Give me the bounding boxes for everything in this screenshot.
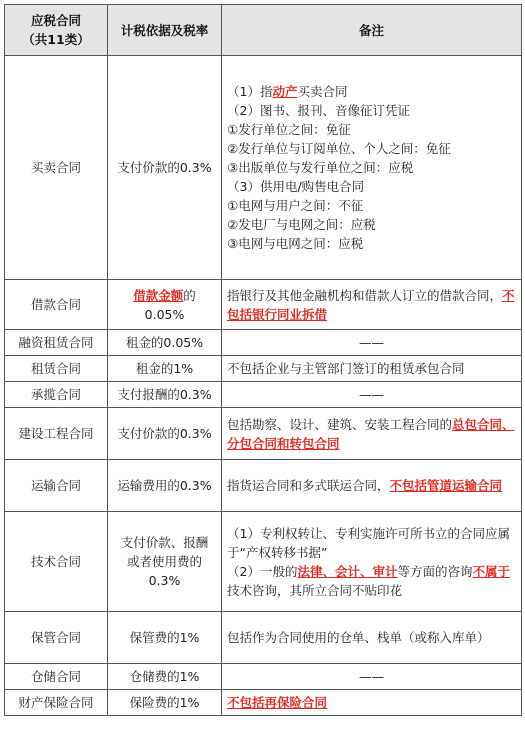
- remark: 指银行及其他金融机构和借款人订立的借款合同，不包括银行同业拆借: [222, 280, 522, 330]
- table-row: [5, 56, 522, 280]
- highlight-text: 总包合同、分包合同和转包合同: [227, 416, 515, 451]
- header-contract-type: 应税合同 （共11类）: [5, 5, 108, 56]
- tax-rate: 支付报酬的0.3%: [108, 382, 222, 408]
- contract-name: 融资租赁合同: [5, 330, 108, 356]
- remark: 包括作为合同使用的仓单、栈单（或称入库单）: [222, 612, 522, 664]
- table-row: [5, 512, 522, 612]
- tax-rate: 仓储费的1%: [108, 664, 222, 690]
- highlight-text: 法律、会计、审计: [297, 563, 398, 579]
- contract-name: 仓储合同: [5, 664, 108, 690]
- table-row: [5, 280, 522, 330]
- contract-name: 保管合同: [5, 612, 108, 664]
- tax-rate: 保管费的1%: [108, 612, 222, 664]
- table-row: [5, 612, 522, 664]
- header-remarks: 备注: [222, 5, 522, 56]
- tax-rate: 支付价款的0.3%: [108, 408, 222, 460]
- contract-name: 借款合同: [5, 280, 108, 330]
- tax-rate: 保险费的1%: [108, 690, 222, 716]
- remark: ——: [222, 382, 522, 408]
- table-row: [5, 382, 522, 408]
- contract-name: 运输合同: [5, 460, 108, 512]
- highlight-text: 不包括管道运输合同: [389, 478, 503, 493]
- table-row: [5, 460, 522, 512]
- contract-name: 财产保险合同: [5, 690, 108, 716]
- table-row: [5, 408, 522, 460]
- tax-rate: 租金的0.05%: [108, 330, 222, 356]
- highlight-text: 不属于: [472, 563, 510, 579]
- highlight-text: 借款金额: [133, 287, 184, 303]
- highlight-text: 不包括再保险合同: [227, 695, 328, 710]
- contract-name: 建设工程合同: [5, 408, 108, 460]
- contract-name: 承揽合同: [5, 382, 108, 408]
- remark: 不包括企业与主管部门签订的租赁承包合同: [222, 356, 522, 382]
- contract-name: 买卖合同: [5, 56, 108, 280]
- remark: （1）指动产买卖合同 （2）图书、报刊、音像征订凭证 ①发行单位之间：免征 ②发行单位与订阅单位、个人之间：免征 ③出版单位与发行单位之间：应税 （3）供用电/购售电合同 ①电网与用户之间：不征 ②发电厂与电网之间：应税 ③电网与电网之间：应税: [222, 56, 522, 280]
- highlight-text: 不包括银行同业拆借: [227, 287, 515, 322]
- remark: ——: [222, 330, 522, 356]
- tax-rate: 支付价款的0.3%: [108, 56, 222, 280]
- remark: 指货运合同和多式联运合同，不包括管道运输合同: [222, 460, 522, 512]
- tax-table: [4, 4, 522, 716]
- table-row: [5, 330, 522, 356]
- tax-rate: 运输费用的0.3%: [108, 460, 222, 512]
- remark: [222, 690, 522, 716]
- remark: 包括勘察、设计、建筑、安装工程合同的总包合同、分包合同和转包合同: [222, 408, 522, 460]
- tax-rate: 支付价款、报酬 或者使用费的 0.3%: [108, 512, 222, 612]
- highlight-text: 动产: [272, 84, 298, 99]
- remark: ——: [222, 664, 522, 690]
- header-tax-basis: 计税依据及税率: [108, 5, 222, 56]
- table-row: [5, 664, 522, 690]
- contract-name: 技术合同: [5, 512, 108, 612]
- tax-rate: 借款金额的 0.05%: [108, 280, 222, 330]
- contract-name: 租赁合同: [5, 356, 108, 382]
- table-row: [5, 356, 522, 382]
- table-header-row: [5, 5, 522, 56]
- table-row: [5, 690, 522, 716]
- tax-rate: 租金的1%: [108, 356, 222, 382]
- remark: （1）专利权转让、专利实施许可所书立的合同应属于“产权转移书据” （2）一般的法律、会计、审计等方面的咨询不属于技术咨询，其所立合同不贴印花: [222, 512, 522, 612]
